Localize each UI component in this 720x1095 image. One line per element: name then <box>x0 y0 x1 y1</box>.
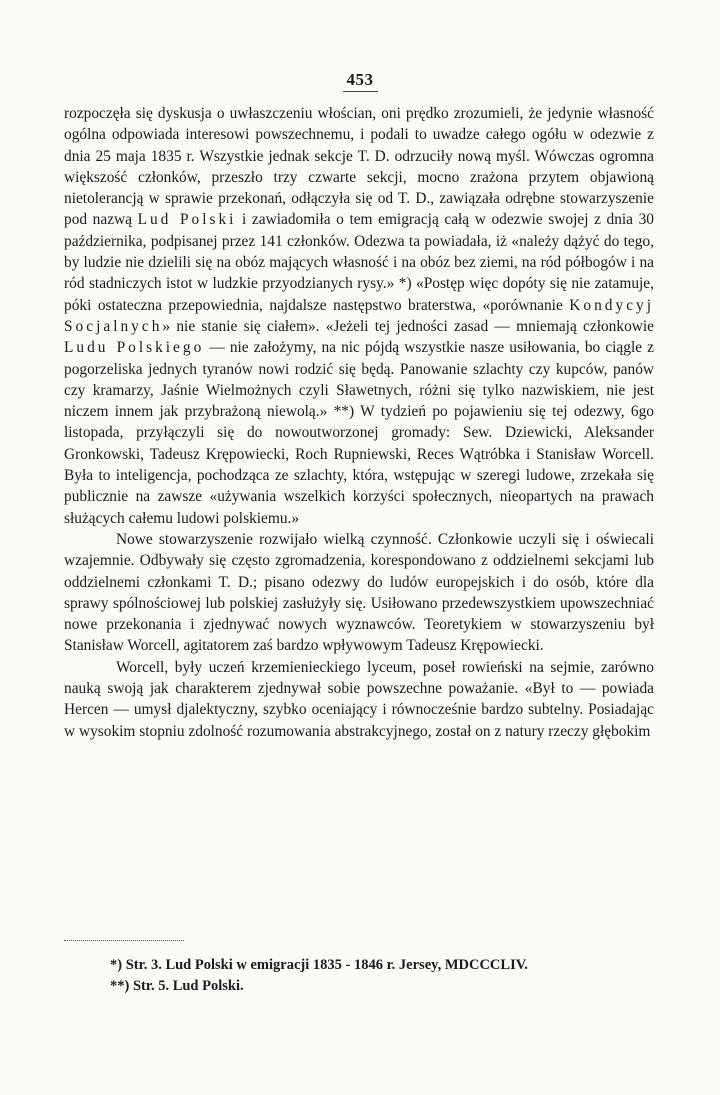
footnote-1: *) Str. 3. Lud Polski w emigracji 1835 - 1846 r. Jersey, MDCCCLIV. <box>110 957 528 973</box>
paragraph-1-part-1: rozpoczęła się dyskusja o uwłaszczeniu włościan, oni prędko zrozumieli, że jedynie własność ogólna odpowiada interesowi powszechnemu, i podali to uwadze całego ogółu w odezwie z dnia 25 maja 1835 r. Wszystkie jednak sekcje T. D. odrzuciły nową myśl. Wówczas ogromna większość członków, przeszło trzy czwarte sekcji, mocno zrażona przytem objawioną nietolerancją w sprawie przekonań, odłączyła się od T. D., zawiązała odrębne stowarzyszenie pod nazwą <box>64 105 654 229</box>
emphasis-lud-polski: Lud Polski <box>137 211 237 229</box>
paragraph-1-part-3: » nie stanie się ciałem». «Jeżeli tej jedności zasad — mniemają członkowie <box>162 317 654 335</box>
footnote-2: **) Str. 5. Lud Polski. <box>110 978 244 994</box>
emphasis-ludu-polskiego: Ludu Polskiego <box>64 339 205 357</box>
paragraph-2: Nowe stowarzyszenie rozwijało wielką czynność. Członkowie uczyli się i oświecali wzajemnie. Odbywały się często zgromadzenia, korespondowano z oddzielnemi sekcjami lub oddzielnemi członkami T. D.; pisano odezwy do ludów europejskich i do osób, które dla sprawy spólnościowej lub polskiej zasłużyły się. Usiłowano przedewszystkiem upowszechniać nowe przekonania i zjednywać nowych wyznawców. Teoretykiem w stowarzyszeniu był Stanisław Worcell, agitatorem zaś bardzo wpływowym Tadeusz Krępowiecki. <box>64 530 654 655</box>
footnote-divider <box>64 940 184 941</box>
main-text <box>64 103 654 742</box>
paragraph-1-part-2: i zawiadomiła o tem emigracją całą w odezwie swojej z dnia 30 października, podpisanej przez 141 członków. Odezwa ta powiadała, iż «należy dążyć do tego, by ludzie nie dzielili się na obóz mających własność i na obóz bez ziemi, na ród półbogów i na ród stadniczych istot w ludzkie przyodzianych rysy.» *) «Postęp więc dopóty się nie zatamuje, póki ostateczna przepowiednia, najdalsze następstwo braterstwa, «porównanie <box>64 211 654 314</box>
paragraph-3: Worcell, były uczeń krzemienieckiego lyceum, poseł rowieński na sejmie, zarówno nauką swoją jak charakterem zjednywał sobie powszechne poważanie. «Był to — powiada Hercen — umysł djalektyczny, szybko oceniający i równocześnie bardzo subtelny. Posiadając w wysokim stopniu zdolność rozumowania abstrakcyjnego, został on z natury rzeczy głębokim <box>64 658 654 740</box>
emphasis-kondycyj-socjalnych: Kondycyj Socjalnych <box>64 296 654 335</box>
page-header <box>0 70 720 92</box>
page-number: 453 <box>343 70 378 92</box>
paragraph-1 <box>64 103 654 529</box>
paragraph-1-part-4: — nie założymy, na nic pójdą wszystkie nasze usiłowania, bo ciągle z pogorzeliska jednych tyranów nowi rodzić się będą. Panowanie szlachty czy kupców, panów czy kramarzy, Jaśnie Wielmożnych czyli Sławetnych, różni się tylko nazwiskiem, nie jest niczem innem jak przybrażoną niewolą.» **) W tydzień po pojawieniu się tej odezwy, 6go listopada, przyłączyli się do nowoutworzonej gromady: Sew. Dziewicki, Aleksander Gronkowski, Tadeusz Krępowiecki, Roch Rupniewski, Reces Wątróbka i Stanisław Worcell. Była to inteligencja, pochodząca ze szlachty, która, wstępując w szeregi ludowe, zrzekała się publicznie na zawsze «używania wszelkich korzyści społecznych, nieopartych na prawach służących całemu ludowi polskiemu.» <box>64 339 654 527</box>
footnotes <box>110 955 670 997</box>
